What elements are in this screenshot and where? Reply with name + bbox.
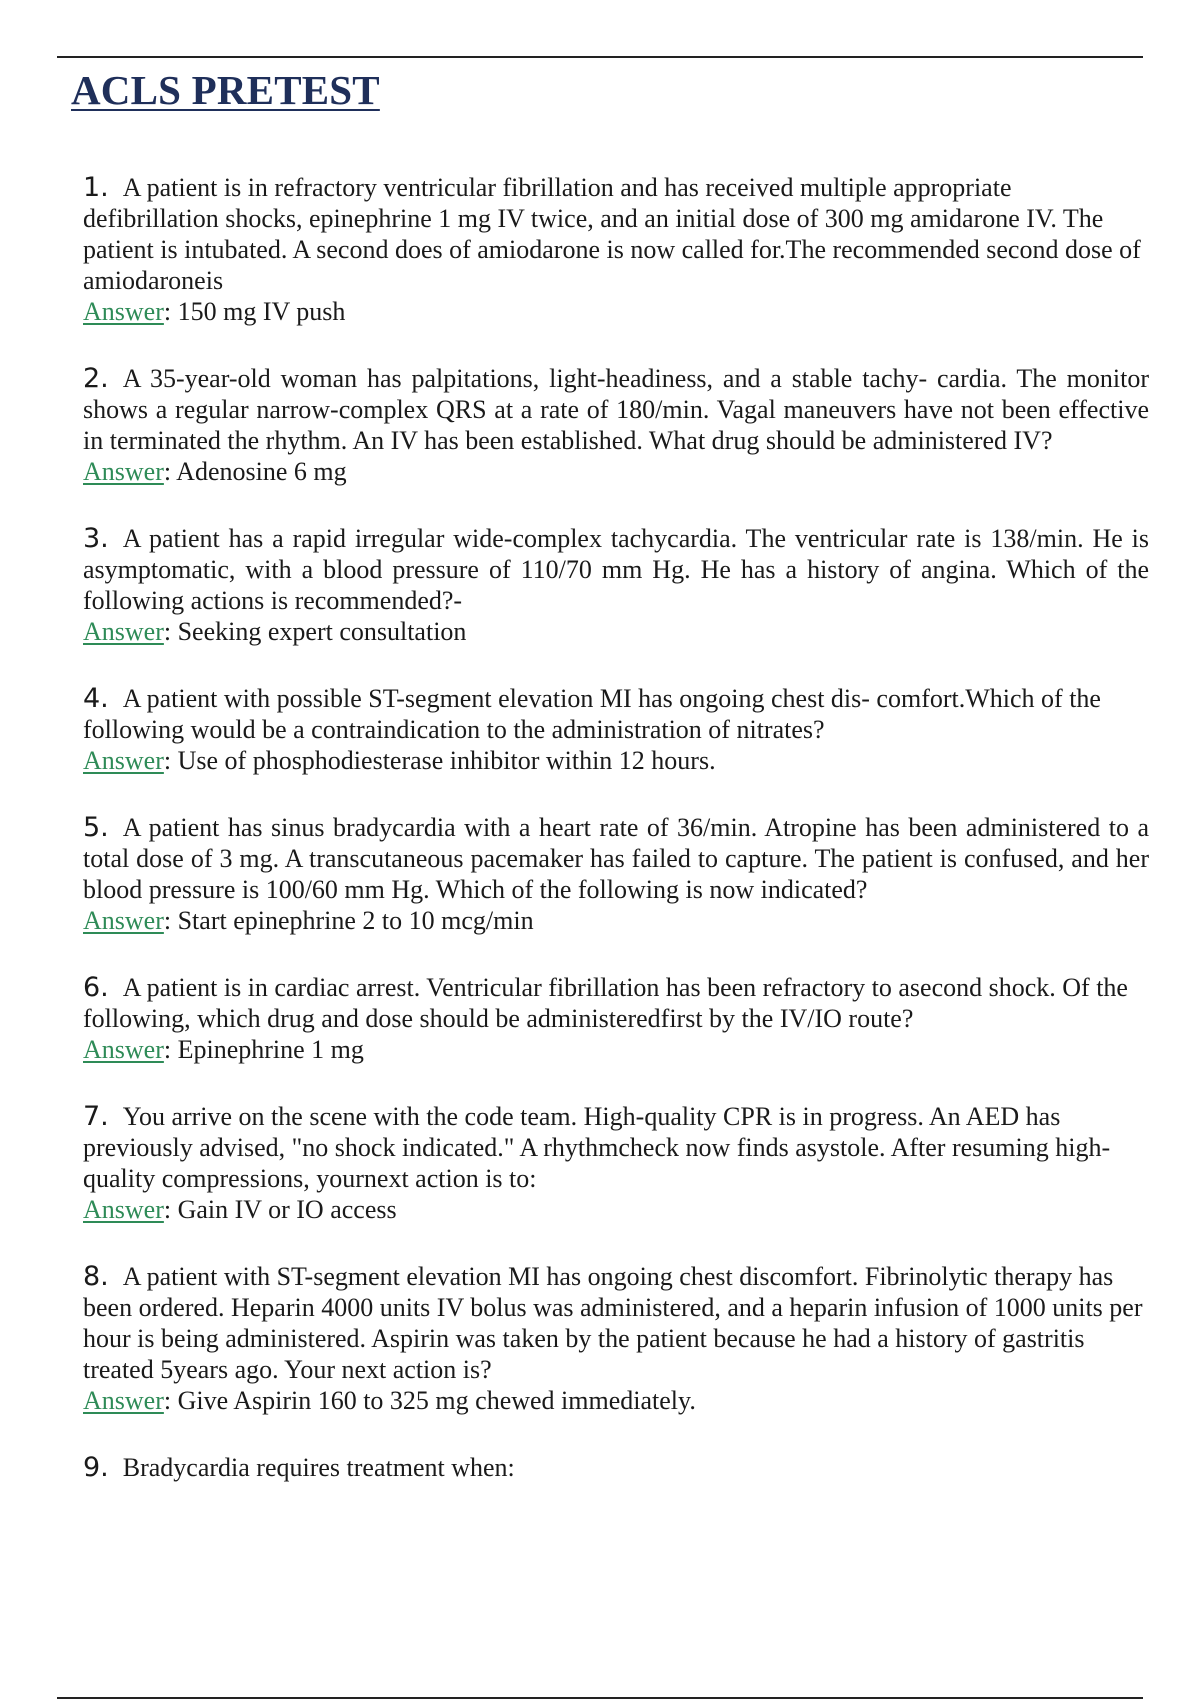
answer-text: : 150 mg IV push	[163, 297, 346, 326]
answer-label: Answer	[83, 906, 164, 935]
question-1	[83, 172, 1149, 327]
question-9	[83, 1452, 1149, 1483]
question-text: A patient with ST-segment elevation MI has ongoing chest discomfort. Fibrinolytic therapy has been ordered. Heparin 4000 units IV bolus was administered, and a heparin infusion of 1000 units per hour is being administered. Aspirin was taken by the patient because he had a history of gastritis treated 5years ago. Your next action is?	[83, 1262, 1143, 1384]
answer-label: Answer	[83, 1195, 164, 1224]
answer-text: : Start epinephrine 2 to 10 mcg/min	[163, 906, 534, 935]
question-7	[83, 1101, 1149, 1225]
question-8	[83, 1261, 1149, 1416]
question-text: A patient has a rapid irregular wide-complex tachycardia. The ventricular rate is 138/min. He is asymptomatic, with a blood pressure of 110/70 mm Hg. He has a history of angina. Which of the following actions is recommended?-	[83, 524, 1149, 615]
question-6	[83, 972, 1149, 1065]
answer-line	[83, 456, 1149, 487]
question-number: 9.	[83, 1452, 109, 1483]
bottom-rule	[57, 1697, 1143, 1699]
answer-text: : Adenosine 6 mg	[163, 457, 347, 486]
question-number: 3.	[83, 523, 109, 554]
answer-line	[83, 905, 1149, 936]
question-text: A patient is in cardiac arrest. Ventricular fibrillation has been refractory to asecond shock. Of the following, which drug and dose should be administeredfirst by the IV/IO route?	[83, 973, 1128, 1033]
question-text: You arrive on the scene with the code team. High-quality CPR is in progress. An AED has previously advised, "no shock indicated." A rhythmcheck now finds asystole. After resuming high-quality compressions, yournext action is to:	[83, 1102, 1111, 1193]
answer-label: Answer	[83, 617, 164, 646]
question-3	[83, 523, 1149, 647]
answer-text: : Use of phosphodiesterase inhibitor within 12 hours.	[163, 746, 716, 775]
answer-label: Answer	[83, 457, 164, 486]
answer-text: : Gain IV or IO access	[163, 1195, 397, 1224]
question-number: 1.	[83, 172, 109, 203]
question-text: A patient is in refractory ventricular fibrillation and has received multiple appropriate defibrillation shocks, epinephrine 1 mg IV twice, and an initial dose of 300 mg amidarone IV. The patient is intubated. A second does of amiodarone is now called for.The recommended second dose of amiodaroneis	[83, 173, 1141, 295]
answer-line	[83, 1194, 1149, 1225]
question-number: 6.	[83, 972, 109, 1003]
answer-line	[83, 1034, 1149, 1065]
question-text: A patient with possible ST-segment elevation MI has ongoing chest dis- comfort.Which of the following would be a contraindication to the administration of nitrates?	[83, 684, 1101, 744]
answer-text: : Give Aspirin 160 to 325 mg chewed immediately.	[163, 1386, 696, 1415]
question-number: 5.	[83, 812, 109, 843]
answer-label: Answer	[83, 1035, 164, 1064]
question-text: A 35-year-old woman has palpitations, light-headiness, and a stable tachy- cardia. The monitor shows a regular narrow-complex QRS at a rate of 180/min. Vagal maneuvers have not been effective in terminated the rhythm. An IV has been established. What drug should be administered IV?	[83, 364, 1149, 455]
question-text: Bradycardia requires treatment when:	[122, 1453, 515, 1482]
top-rule	[57, 56, 1143, 58]
question-number: 4.	[83, 683, 109, 714]
answer-text: : Epinephrine 1 mg	[163, 1035, 364, 1064]
answer-label: Answer	[83, 1386, 164, 1415]
question-number: 7.	[83, 1101, 109, 1132]
answer-text: : Seeking expert consultation	[163, 617, 467, 646]
answer-label: Answer	[83, 746, 164, 775]
answer-line	[83, 745, 1149, 776]
page-title: ACLS PRETEST	[71, 67, 380, 113]
answer-line	[83, 296, 1149, 327]
question-text: A patient has sinus bradycardia with a heart rate of 36/min. Atropine has been administered to a total dose of 3 mg. A transcutaneous pacemaker has failed to capture. The patient is confused, and her blood pressure is 100/60 mm Hg. Which of the following is now indicated?	[83, 813, 1149, 904]
question-4	[83, 683, 1149, 776]
answer-line	[83, 1385, 1149, 1416]
question-2	[83, 363, 1149, 487]
answer-line	[83, 616, 1149, 647]
answer-label: Answer	[83, 297, 164, 326]
question-list	[83, 172, 1149, 1519]
question-number: 2.	[83, 363, 109, 394]
question-5	[83, 812, 1149, 936]
question-number: 8.	[83, 1261, 109, 1292]
